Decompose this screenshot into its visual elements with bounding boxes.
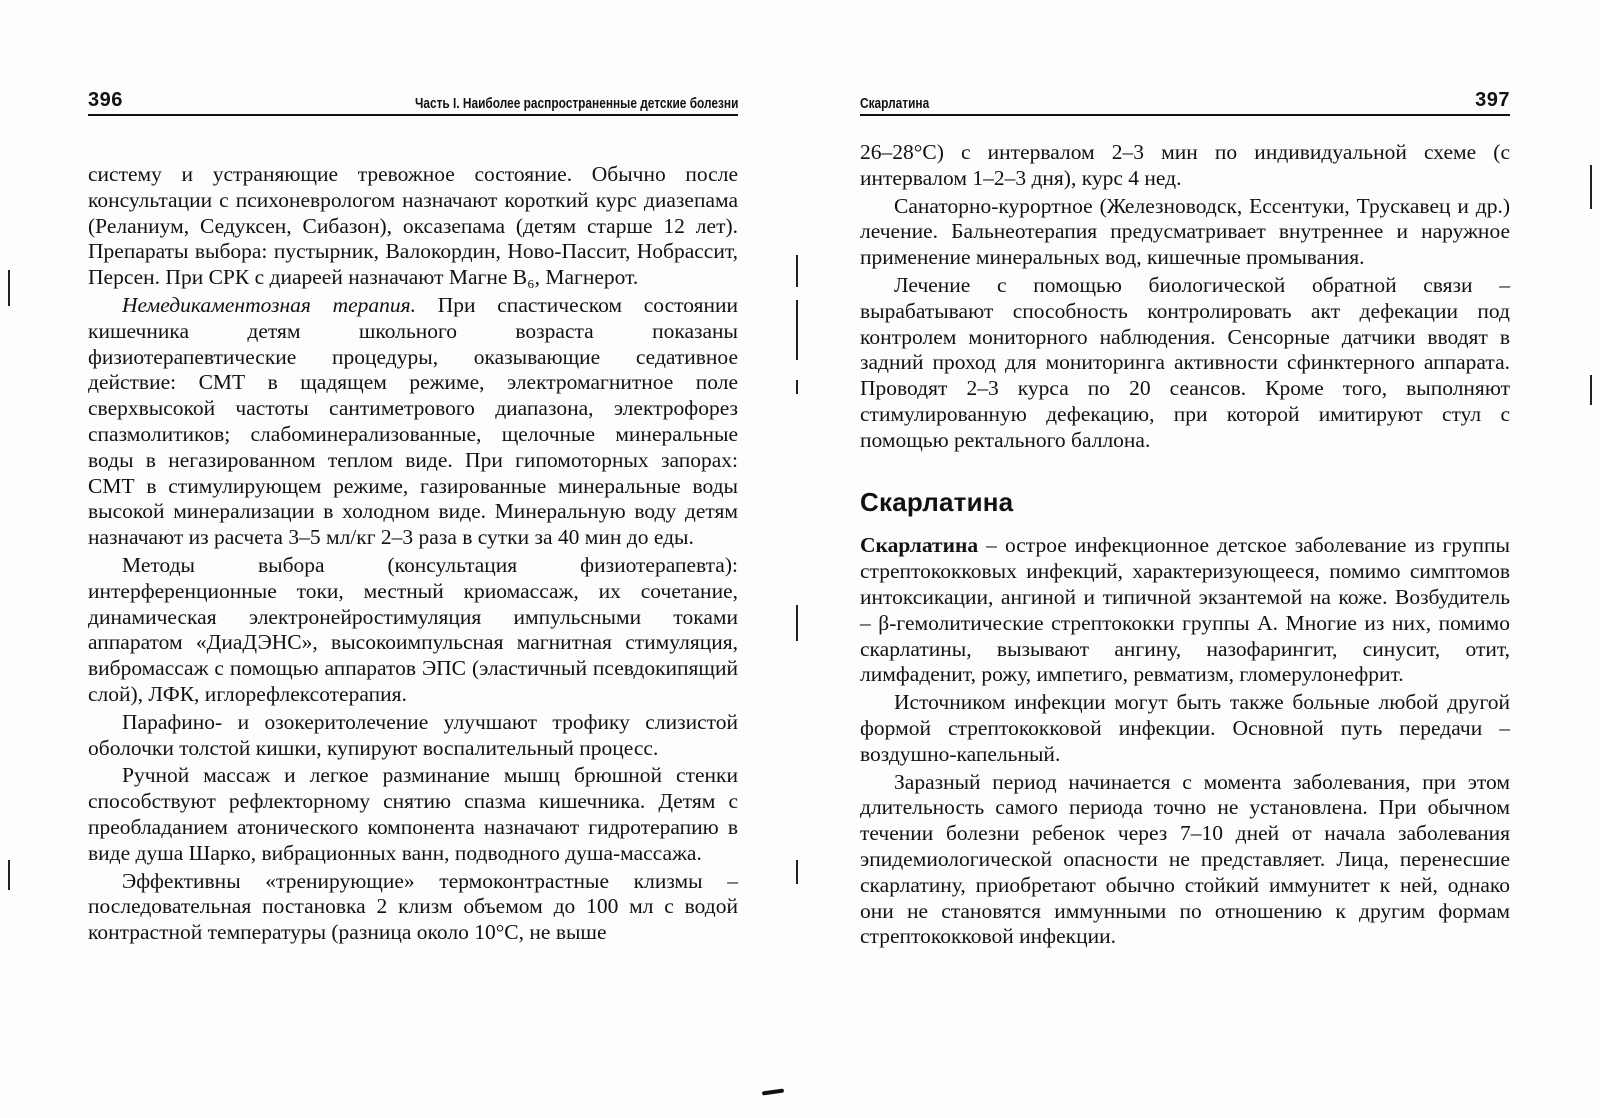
left-paragraph-1: систему и устраняющие тревожное состояние. Обычно после консультации с психоневрологом назначают короткий курс диазепама (Реланиум, Седуксен, Сибазон), оксазепама (детям старше 12 лет). Препараты выбора: пустырник, Валокордин, Ново-Пассит, Нобрассит, Персен. При СРК с диареей назначают Магне B₆, Магнерот. bbox=[88, 162, 738, 290]
right-page-number: 397 bbox=[1475, 89, 1510, 111]
gutter-mark bbox=[796, 255, 798, 287]
right-running-head bbox=[860, 82, 1510, 116]
left-paragraph-4: Парафино- и озокеритолечение улучшают трофику слизистой оболочки толстой кишки, купируют воспалительный процесс. bbox=[88, 709, 738, 760]
edge-mark bbox=[1590, 165, 1592, 209]
left-running-head bbox=[88, 82, 738, 116]
edge-mark bbox=[1590, 375, 1592, 405]
gutter-mark bbox=[796, 860, 798, 884]
right-paragraph-2: Санаторно-курортное (Железноводск, Ессентуки, Трускавец и др.) лечение. Бальнеотерапия предусматривает внутреннее и наружное применение минеральных вод, кишечные промывания. bbox=[860, 193, 1510, 270]
left-running-head-title: Часть I. Наиболее распространенные детские болезни bbox=[414, 96, 738, 112]
section-heading: Скарлатина bbox=[860, 486, 1014, 517]
right-page bbox=[860, 82, 1510, 950]
left-page bbox=[88, 82, 738, 946]
section-paragraph-2: Источником инфекции могут быть также больные любой другой формой стрептококковой инфекции. Основной путь передачи – воздушно-капельный. bbox=[860, 690, 1510, 766]
gutter-mark bbox=[796, 300, 798, 360]
right-paragraph-3: Лечение с помощью биологической обратной связи – вырабатывают способность контролировать акт дефекации под контролем мониторного наблюдения. Сенсорные датчики вводят в задний проход для мониторинга активности сфинктерного аппарата. Проводят 2–3 курса по 20 сеансов. Кроме того, выполняют стимулированную дефекацию, при которой имитируют стул с помощью ректального баллона. bbox=[860, 272, 1510, 452]
section-paragraph-1-text: – острое инфекционное детское заболевание из группы стрептококковых инфекций, характеризующееся, помимо симптомов интоксикации, ангиной и типичной экзантемой на коже. Возбудитель – β-гемолитические стрептококки группы А. Многие из них, помимо скарлатины, вызывают ангину, назофарингит, синусит, отит, лимфаденит, рожу, импетиго, ревматизм, гломерулонефрит. bbox=[860, 533, 1510, 687]
left-page-body bbox=[88, 162, 738, 946]
left-paragraph-2 bbox=[88, 293, 738, 551]
gutter-mark bbox=[796, 380, 798, 394]
italic-lead: Немедикаментозная терапия. bbox=[122, 292, 417, 317]
left-page-number: 396 bbox=[88, 89, 123, 111]
section-lead-term: Скарлатина bbox=[860, 533, 979, 558]
left-paragraph-5: Ручной массаж и легкое разминание мышц брюшной стенки способствуют рефлекторному снятию спазма кишечника. Детям с преобладанием атонического компонента назначают гидротерапию в виде душа Шарко, вибрационных ванн, подводного душа-массажа. bbox=[88, 763, 738, 865]
section-paragraph-1 bbox=[860, 533, 1510, 688]
right-running-head-title: Скарлатина bbox=[860, 96, 930, 112]
left-paragraph-6: Эффективны «тренирующие» термоконтрастные клизмы – последовательная постановка 2 клизм объемом до 100 мл с водой контрастной температуры (разница около 10°С, не выше bbox=[88, 868, 738, 945]
right-paragraph-1: 26–28°С) с интервалом 2–3 мин по индивидуальной схеме (с интервалом 1–2–3 дня), курс 4 нед. bbox=[860, 140, 1510, 190]
book-gutter bbox=[796, 0, 804, 1118]
bottom-mark bbox=[762, 1088, 784, 1095]
edge-mark bbox=[8, 860, 10, 890]
edge-mark bbox=[8, 270, 10, 306]
right-page-body bbox=[860, 140, 1510, 950]
gutter-mark bbox=[796, 605, 798, 641]
left-paragraph-2-text: При спастическом состоянии кишечника детям школьного возраста показаны физиотерапевтические процедуры, оказывающие седативное действие: СМТ в щадящем режиме, электромагнитное поле сверхвысокой частоты сантиметрового диапазона, электрофорез спазмолитиков; слабоминерализованные, щелочные минеральные воды в негазированном теплом виде. При гипомоторных запорах: СМТ в стимулирующем режиме, газированные минеральные воды высокой минерализации в холодном виде. Минеральную воду детям назначают из расчета 3–5 мл/кг 2–3 раза в сутки за 40 мин до еды. bbox=[88, 292, 738, 550]
section-paragraph-3: Заразный период начинается с момента заболевания, при этом длительность самого периода точно не установлена. При обычном течении болезни ребенок через 7–10 дней от начала заболевания эпидемиологической опасности не представляет. Лица, перенесшие скарлатину, приобретают обычно стойкий иммунитет к ней, однако они не становятся иммунными по отношению к другим формам стрептококковой инфекции. bbox=[860, 769, 1510, 949]
left-paragraph-3: Методы выбора (консультация физиотерапевта): интерференционные токи, местный криомассаж, их сочетание, динамическая электронейростимуляция импульсными токами аппаратом «ДиаДЭНС», высокоимпульсная магнитная стимуляция, вибромассаж с помощью аппаратов ЭПС (эластичный псевдокипящий слой), ЛФК, иглорефлексотерапия. bbox=[88, 552, 738, 706]
